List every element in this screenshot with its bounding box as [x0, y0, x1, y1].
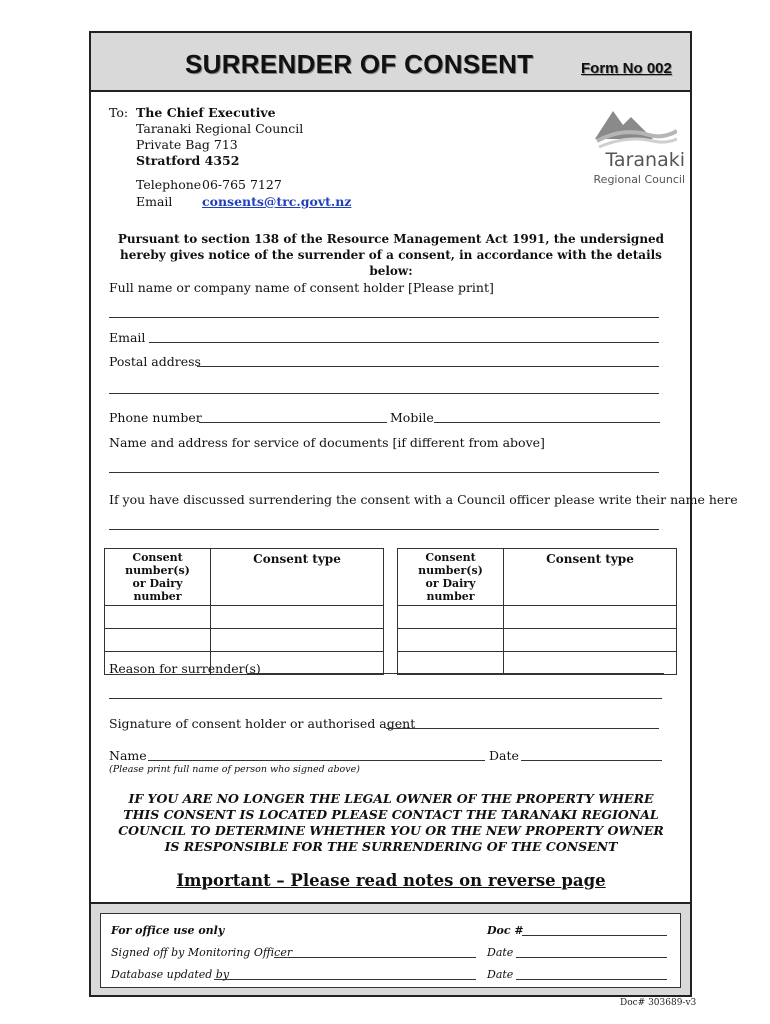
signature-label: Signature of consent holder or authorised agent: [109, 716, 416, 731]
db-updated-date-label: Date: [487, 968, 514, 981]
consent-number-cell[interactable]: [105, 629, 211, 652]
reason-line2[interactable]: [109, 698, 662, 699]
doc-number-label: Doc #: [487, 924, 524, 937]
office-use-band: [91, 902, 690, 995]
reason-label: Reason for surrender(s): [109, 661, 261, 676]
form-number: Form No 002: [581, 60, 672, 77]
mobile-line[interactable]: [434, 422, 660, 423]
signed-off-date-label: Date: [487, 946, 514, 959]
service-address-label: Name and address for service of documents [if different from above]: [109, 435, 545, 450]
postal-address-line2[interactable]: [109, 393, 659, 394]
date-label: Date: [489, 748, 519, 763]
name-line[interactable]: [148, 760, 485, 761]
signature-line[interactable]: [386, 728, 659, 729]
phone-line[interactable]: [199, 422, 387, 423]
signed-off-date-line[interactable]: [516, 957, 667, 958]
signed-off-line[interactable]: [274, 957, 476, 958]
logo-subtitle: Regional Council: [593, 173, 685, 186]
full-name-line[interactable]: [109, 317, 659, 318]
council-logo: [581, 105, 685, 193]
officer-label: If you have discussed surrendering the consent with a Council officer please write their name here: [109, 492, 738, 507]
consent-table-left: [104, 548, 384, 675]
name-note: (Please print full name of person who signed above): [109, 764, 360, 775]
email-link[interactable]: consents@trc.govt.nz: [202, 194, 352, 209]
email-field-line[interactable]: [149, 342, 659, 343]
db-updated-line[interactable]: [214, 979, 476, 980]
postal-address-label: Postal address: [109, 354, 201, 369]
document-reference: Doc# 303689-v3: [620, 998, 697, 1008]
consent-number-cell[interactable]: [105, 606, 211, 629]
db-updated-label: Database updated by: [111, 968, 230, 981]
consent-type-cell[interactable]: [211, 606, 384, 629]
consent-number-cell[interactable]: [398, 652, 504, 675]
telephone-label: Telephone: [136, 177, 202, 192]
form-frame: [89, 31, 738, 997]
office-use-box: [100, 913, 681, 988]
service-address-line[interactable]: [109, 472, 659, 473]
full-name-label: Full name or company name of consent holder [Please print]: [109, 280, 494, 295]
consent-number-cell[interactable]: [398, 606, 504, 629]
address-line2: Taranaki Regional Council: [136, 121, 304, 136]
phone-label: Phone number: [109, 410, 202, 425]
date-line[interactable]: [521, 760, 662, 761]
consent-type-header: Consent type: [504, 549, 677, 606]
address-line1: The Chief Executive: [136, 105, 276, 120]
db-updated-date-line[interactable]: [516, 979, 667, 980]
consent-type-cell[interactable]: [504, 629, 677, 652]
doc-number-line[interactable]: [522, 935, 667, 936]
telephone-number: 06-765 7127: [202, 177, 282, 192]
address-line4: Stratford 4352: [136, 153, 240, 168]
consent-type-cell[interactable]: [211, 629, 384, 652]
intro-statement: Pursuant to section 138 of the Resource Management Act 1991, the undersigned hereby gives notice of the surrender of a consent, in accordance with the details below:: [117, 232, 665, 278]
logo-name: Taranaki: [605, 149, 685, 171]
consent-number-header: Consent number(s) or Dairy number: [398, 549, 504, 606]
postal-address-line[interactable]: [197, 366, 659, 367]
signed-off-label: Signed off by Monitoring Officer: [111, 946, 293, 959]
address-line3: Private Bag 713: [136, 137, 238, 152]
consent-type-header: Consent type: [211, 549, 384, 606]
mountain-logo-icon: [593, 105, 677, 149]
ownership-warning: IF YOU ARE NO LONGER THE LEGAL OWNER OF THE PROPERTY WHERE THIS CONSENT IS LOCATED PLEASE CONTACT THE TARANAKI REGIONAL COUNCIL TO DETERMINE WHETHER YOU OR THE NEW PROPERTY OWNER IS RESPONSIBLE FOR THE SURRENDERING OF THE CONSENT: [118, 791, 664, 854]
reason-line[interactable]: [248, 673, 664, 674]
consent-table-right: [397, 548, 677, 675]
consent-type-cell[interactable]: [504, 652, 677, 675]
consent-number-cell[interactable]: [398, 629, 504, 652]
name-label: Name: [109, 748, 147, 763]
mobile-label: Mobile: [390, 410, 434, 425]
office-use-title: For office use only: [111, 924, 225, 937]
email-field-label: Email: [109, 330, 146, 345]
to-label: To:: [109, 105, 129, 120]
header-band: [91, 33, 690, 92]
consent-type-cell[interactable]: [504, 606, 677, 629]
important-notice: Important – Please read notes on reverse page: [176, 871, 606, 890]
officer-line[interactable]: [109, 529, 659, 530]
email-label: Email: [136, 194, 173, 209]
consent-number-header: Consent number(s) or Dairy number: [105, 549, 211, 606]
form-title: SURRENDER OF CONSENT: [185, 49, 534, 79]
